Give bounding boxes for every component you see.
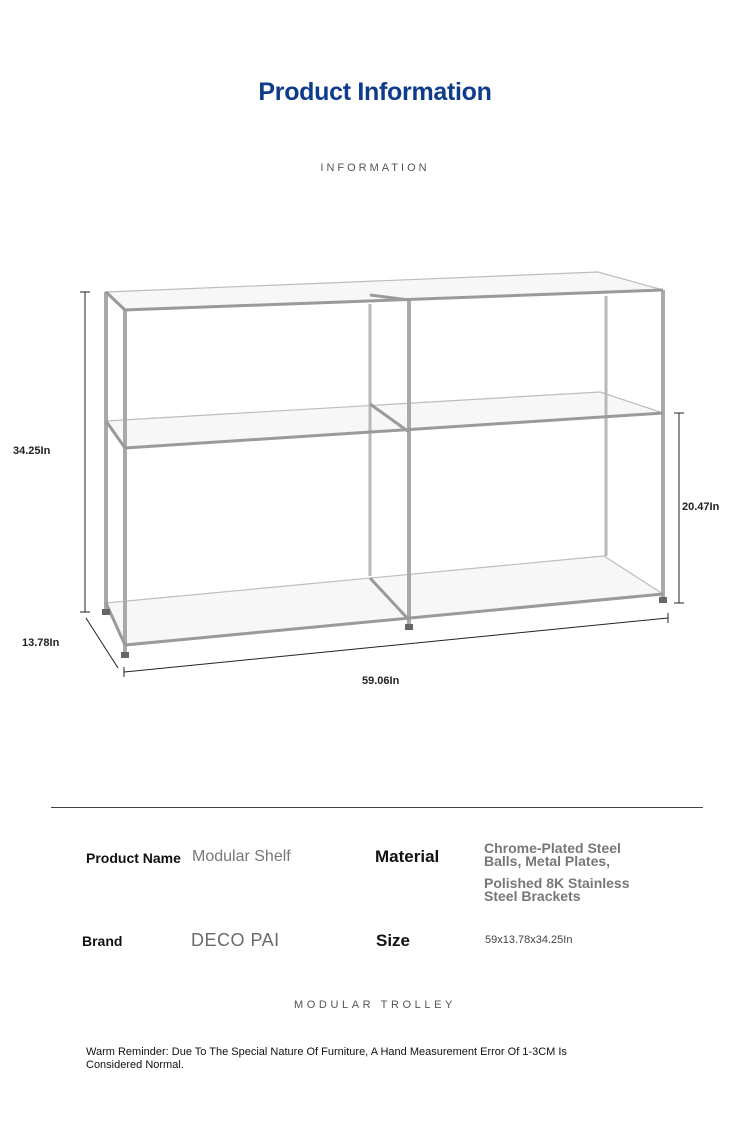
brand-label: Brand bbox=[82, 933, 123, 949]
back-posts bbox=[370, 296, 606, 576]
brand-value: DECO PAI bbox=[191, 930, 280, 950]
shelf-height-dimension-label: 20.47In bbox=[682, 501, 720, 513]
material-line: Balls, Metal Plates, bbox=[484, 853, 611, 869]
material-line: Steel Brackets bbox=[484, 888, 581, 904]
width-dimension-label: 59.06In bbox=[362, 675, 400, 687]
middle-shelf bbox=[106, 392, 663, 448]
product-name-label: Product Name bbox=[86, 850, 181, 866]
top-shelf bbox=[106, 272, 663, 310]
shelf-illustration bbox=[0, 250, 750, 700]
height-dimension-label: 34.25In bbox=[13, 445, 51, 457]
material-label: Material bbox=[375, 847, 440, 866]
section-divider bbox=[51, 807, 703, 808]
page-title: Product Information bbox=[258, 78, 492, 106]
depth-dimension-label: 13.78In bbox=[22, 637, 60, 649]
size-value: 59x13.78x34.25In bbox=[485, 934, 573, 946]
footer-subtitle: MODULAR TROLLEY bbox=[294, 999, 456, 1011]
material-line: Chrome-Plated Steel bbox=[484, 840, 621, 856]
warm-reminder: Warm Reminder: Due To The Special Nature Of Furniture, A Hand Measurement Error Of 1-3CM Is Considered Normal. bbox=[86, 1046, 567, 1071]
product-name-value: Modular Shelf bbox=[192, 848, 291, 865]
material-line: Polished 8K Stainless bbox=[484, 875, 630, 891]
section-subtitle: INFORMATION bbox=[320, 162, 430, 174]
size-label: Size bbox=[376, 931, 411, 950]
material-value bbox=[484, 842, 630, 903]
shelf-panels bbox=[106, 272, 663, 645]
